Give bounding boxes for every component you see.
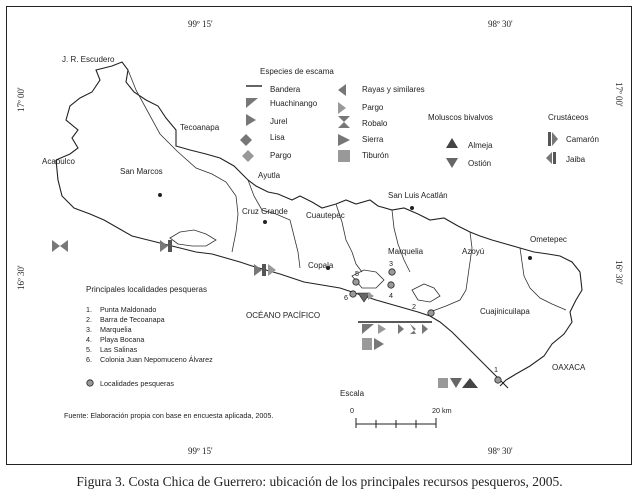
legend-escama-left <box>240 85 318 162</box>
legend-crustaceos-item-2: Jaiba <box>566 155 586 164</box>
legend-jaiba-tri <box>546 152 552 164</box>
legend-moluscos-item-2: Ostión <box>468 159 492 168</box>
localidad-name-2: Barra de Tecoanapa <box>100 315 165 324</box>
legend-huachinango-icon <box>246 98 258 108</box>
symbol-group-punta-maldonado <box>438 378 478 388</box>
localidad-num-5: 5. <box>86 345 92 354</box>
symbol-ostion-1 <box>450 378 462 388</box>
legend-lisa-icon <box>240 134 252 146</box>
legend-crustaceos-item-1: Camarón <box>566 135 599 144</box>
town-dot-ometepec <box>528 256 532 260</box>
scale-bar <box>356 418 436 428</box>
symbol-rayas <box>398 324 404 334</box>
place-cruz-grande: Cruz Grande <box>242 207 288 216</box>
source-note: Fuente: Elaboración propia con base en encuesta aplicada, 2005. <box>64 411 274 420</box>
town-dot-san-luis <box>410 206 414 210</box>
map-number-3: 3 <box>389 259 393 268</box>
scale-title: Escala <box>340 389 365 398</box>
place-cuajinicuilapa: Cuajinicuilapa <box>480 307 530 316</box>
legend-ostion-icon <box>446 158 458 168</box>
localidades-point-label: Localidades pesqueras <box>100 379 174 388</box>
legend-escama-item-2: Huachinango <box>270 99 318 108</box>
legend-escama-right-4: Sierra <box>362 135 384 144</box>
town-dot-cruz-grande <box>263 220 267 224</box>
localidad-num-3: 3. <box>86 325 92 334</box>
legend-moluscos-item-1: Almeja <box>468 141 493 150</box>
legend-jaiba-icon <box>546 152 556 164</box>
localidad-num-2: 2. <box>86 315 92 324</box>
symbol-shape <box>160 240 168 252</box>
legend-escama-right-3: Robalo <box>362 119 388 128</box>
place-tecoanapa: Tecoanapa <box>180 123 220 132</box>
map-number-5: 5 <box>355 269 359 278</box>
place-cuautepec: Cuautepec <box>306 211 345 220</box>
localidad-name-5: Las Salinas <box>100 345 138 354</box>
legend-escama-right-5: Tiburón <box>362 151 389 160</box>
coord-bottom-right: 98º 30' <box>488 446 513 456</box>
symbol-shape <box>254 264 262 276</box>
symbol-group-san-marcos <box>160 240 172 252</box>
localidad-name-1: Punta Maldonado <box>100 305 157 314</box>
symbol-tiburon-1 <box>438 378 448 388</box>
legend-pargo-icon <box>242 150 254 162</box>
locality-point-1 <box>495 377 501 383</box>
legend-jurel-icon <box>246 114 256 126</box>
symbol-shape <box>268 264 276 276</box>
scale-start: 0 <box>350 406 354 415</box>
map-number-6: 6 <box>344 293 348 302</box>
symbol-pargo <box>378 324 386 334</box>
locality-point-6 <box>350 291 356 297</box>
legend-crustaceos-title: Crustáceos <box>548 113 589 122</box>
legend-escama-title: Especies de escama <box>260 67 334 76</box>
symbol-tiburon <box>362 338 372 350</box>
legend-moluscos-title: Moluscos bivalvos <box>428 113 493 122</box>
locality-point-3 <box>389 269 395 275</box>
symbol-pargo-2 <box>422 324 428 334</box>
symbol-shape <box>60 240 68 252</box>
internal-boundary-1 <box>128 70 238 252</box>
coord-top-left: 99º 15' <box>188 19 213 29</box>
symbol-group-tecoanapa <box>358 322 432 350</box>
symbol-almeja-1 <box>462 378 478 388</box>
place-san-marcos: San Marcos <box>120 167 163 176</box>
place-acapulco: Acapulco <box>42 157 75 166</box>
legend-sierra-icon <box>338 134 350 146</box>
legend-escama-right-1: Rayas y similares <box>362 85 425 94</box>
scale-end: 20 km <box>432 406 452 415</box>
lagoon-3 <box>412 284 440 302</box>
place-san-luis-acatlan: San Luis Acatlán <box>388 191 448 200</box>
symbol-robalo <box>410 324 416 334</box>
place-azoyu: Azoyú <box>462 247 485 256</box>
legend-escama-item-5: Pargo <box>270 151 292 160</box>
coord-right-top: 17º 00' <box>614 82 624 107</box>
localidad-name-4: Playa Bocana <box>100 335 145 344</box>
legend-locality-point-icon <box>87 380 93 386</box>
legend-almeja-icon <box>446 138 458 148</box>
locality-points <box>350 269 501 383</box>
map-number-4: 4 <box>389 291 393 300</box>
legend-escama-item-1: Bandera <box>270 85 301 94</box>
localidad-name-6: Colonia Juan Nepomuceno Álvarez <box>100 355 213 364</box>
legend-escama-right <box>338 84 425 162</box>
town-dot-san-marcos <box>158 193 162 197</box>
legend-camaron-icon <box>548 132 558 146</box>
internal-boundary-6 <box>520 248 566 310</box>
coord-left-top: 17º 00' <box>16 87 26 112</box>
locality-point-2 <box>428 310 434 316</box>
symbol-huachinango <box>362 324 374 334</box>
symbol-shape <box>262 264 266 276</box>
symbol-shape <box>168 240 172 252</box>
legend-camaron-tri <box>552 132 558 146</box>
localidades-list <box>86 305 213 364</box>
legend-escama-item-4: Lisa <box>270 133 285 142</box>
coord-top-right: 98º 30' <box>488 19 513 29</box>
symbol-group-acapulco <box>52 240 68 252</box>
place-ometepec: Ometepec <box>530 235 567 244</box>
symbol-group-cruz-grande <box>254 264 276 276</box>
localidad-num-1: 1. <box>86 305 92 314</box>
place-copala: Copala <box>308 261 334 270</box>
place-oceano-pacifico: OCÉANO PACÍFICO <box>246 311 321 320</box>
locality-point-4 <box>388 282 394 288</box>
internal-boundary-4 <box>392 210 410 272</box>
figure-caption: Figura 3. Costa Chica de Guerrero: ubicación de los principales recursos pesqueros, 2005. <box>76 474 563 489</box>
map-number-1: 1 <box>494 365 498 374</box>
localidad-name-3: Marquelia <box>100 325 132 334</box>
symbol-jurel <box>374 338 384 350</box>
legend-pargo-right-icon <box>338 102 346 114</box>
place-jr-escudero: J. R. Escudero <box>62 55 115 64</box>
place-marquelia: Marquelia <box>388 247 424 256</box>
legend-camaron-bar <box>548 132 551 146</box>
localidad-num-6: 6. <box>86 355 92 364</box>
symbol-shape <box>52 240 60 252</box>
locality-point-5 <box>353 279 359 285</box>
legend-rayas-icon <box>338 84 346 96</box>
place-oaxaca: OAXACA <box>552 363 586 372</box>
legend-robalo-icon <box>338 116 350 128</box>
coord-bottom-left: 99º 15' <box>188 446 213 456</box>
legend-tiburon-icon <box>338 150 350 162</box>
localidad-num-4: 4. <box>86 335 92 344</box>
map-number-2: 2 <box>412 302 416 311</box>
coord-right-bottom: 16º 30' <box>614 260 624 285</box>
legend-escama-right-2: Pargo <box>362 103 384 112</box>
legend-jaiba-bar <box>553 152 556 164</box>
legend-escama-item-3: Jurel <box>270 117 288 126</box>
internal-boundary-5 <box>430 232 472 312</box>
lagoon-1 <box>170 230 216 246</box>
coord-left-bottom: 16º 30' <box>16 265 26 290</box>
place-ayutla: Ayutla <box>258 171 281 180</box>
localidades-title: Principales localidades pesqueras <box>86 285 207 294</box>
